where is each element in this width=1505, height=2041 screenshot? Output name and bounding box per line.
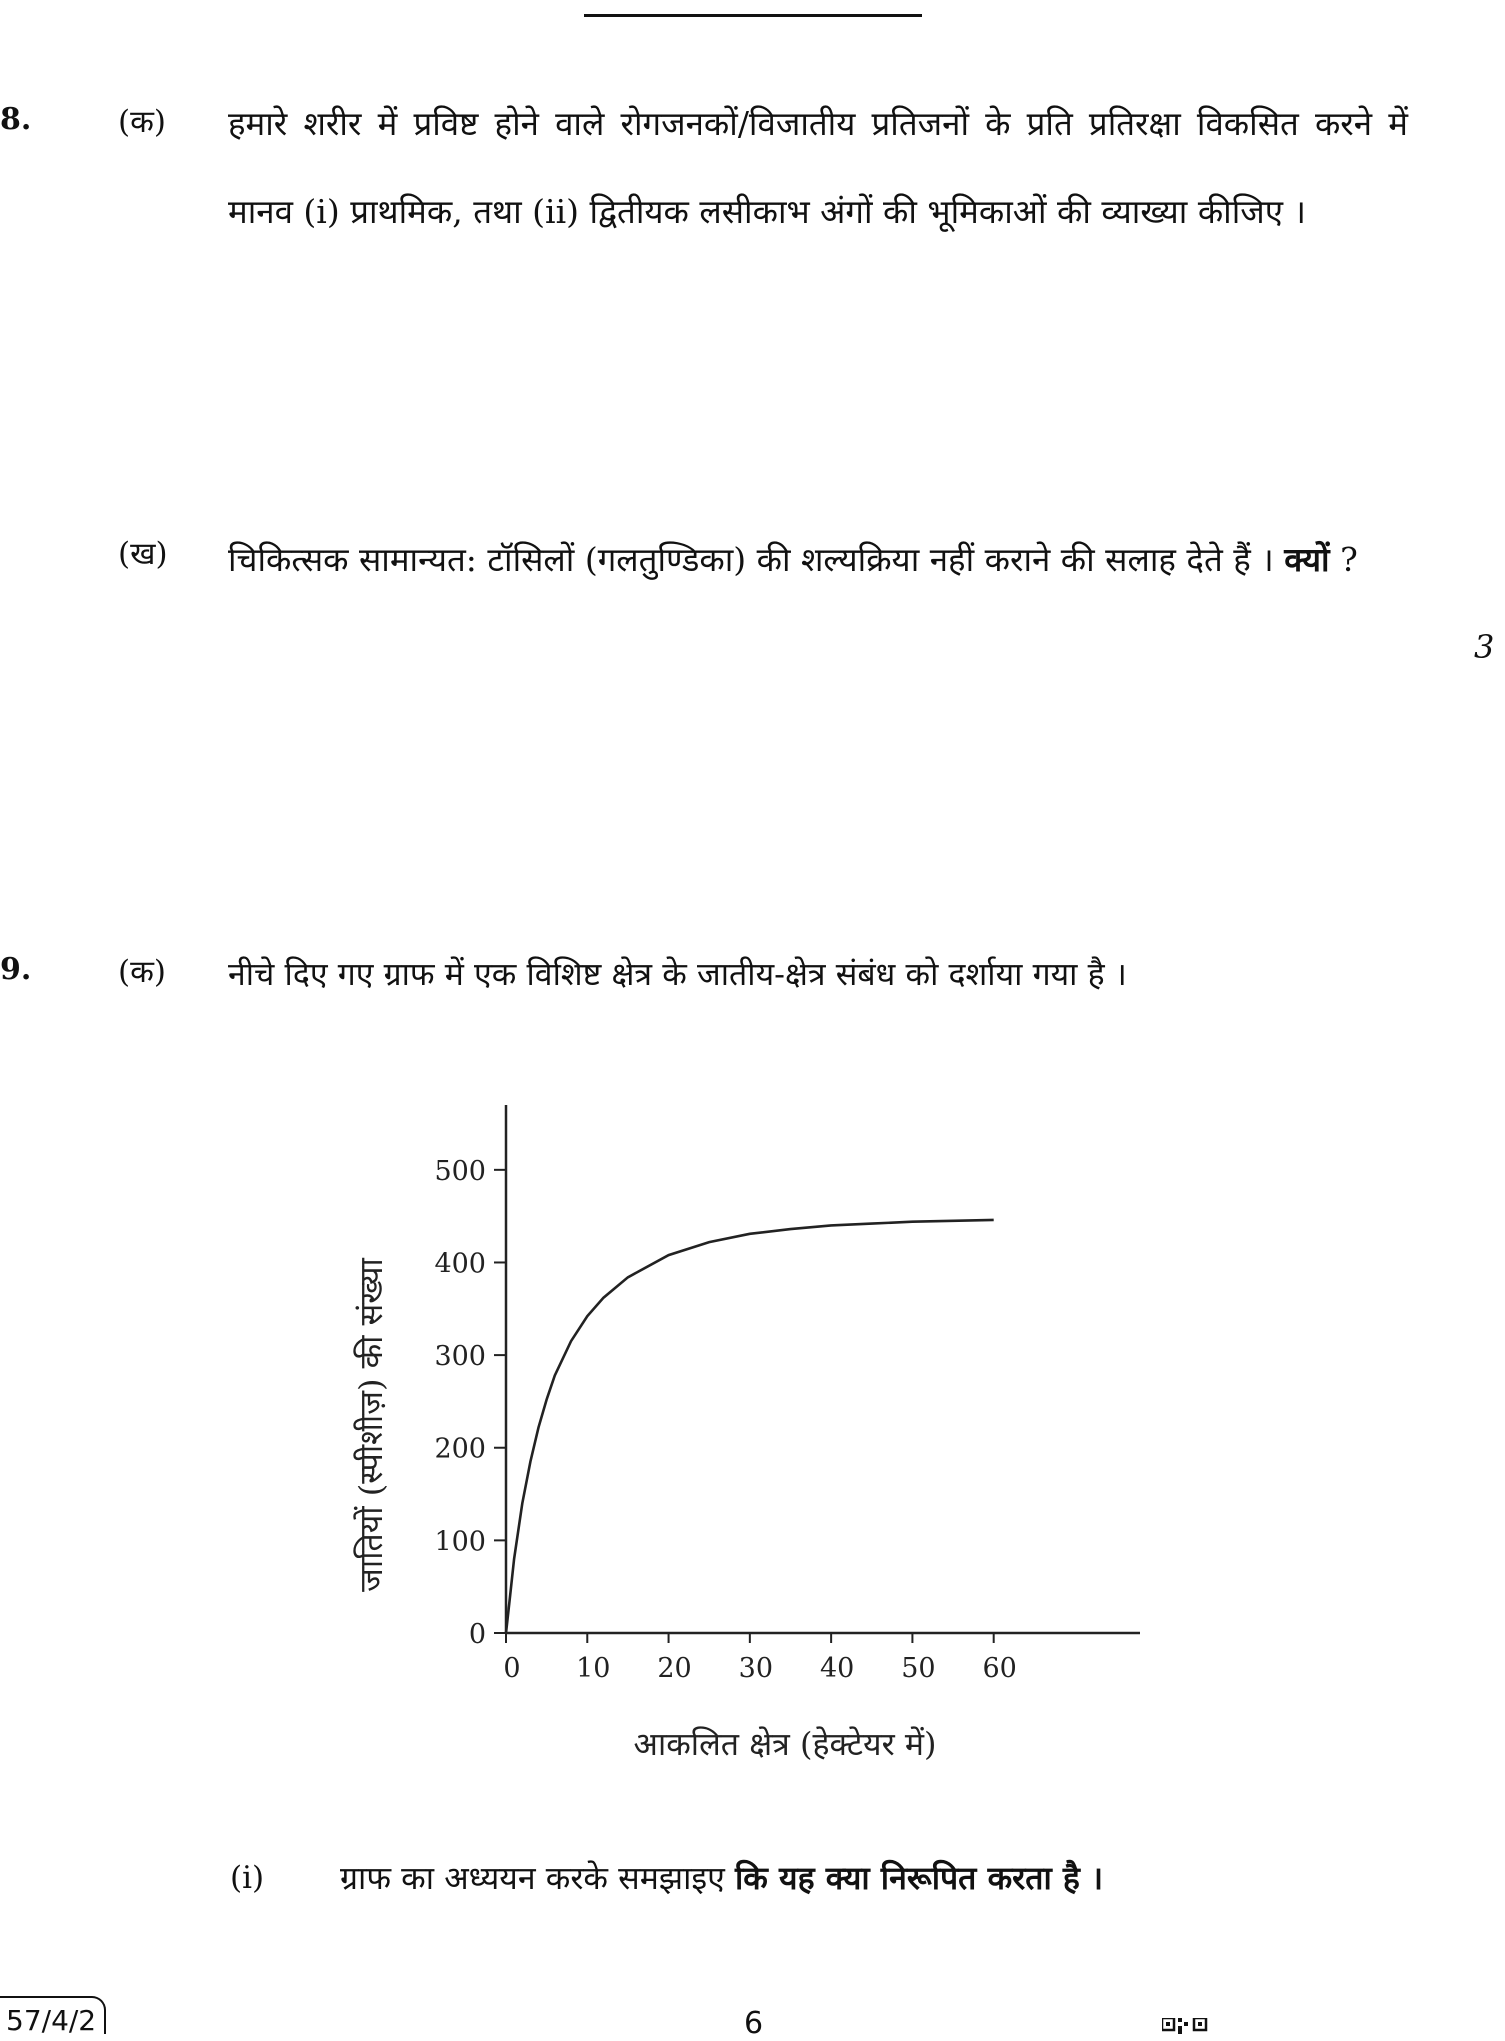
question-9a-i-emphasis: कि यह क्या निरूपित करता है । xyxy=(735,1859,1104,1897)
question-8-number: 8. xyxy=(0,102,32,137)
species-area-curve xyxy=(506,1220,994,1633)
question-9a-i-label: (i) xyxy=(230,1860,265,1896)
species-area-chart xyxy=(300,1105,1180,1795)
question-8b-body: चिकित्सक सामान्यत: टॉसिलों (गलतुण्डिका) की शल्यक्रिया नहीं कराने की सलाह देते हैं । xyxy=(228,540,1274,579)
question-8-marks: 3 xyxy=(1474,628,1495,666)
paper-code: 57/4/2 xyxy=(0,1996,106,2034)
x-tick-label: 40 xyxy=(819,1653,855,1684)
x-axis-label: आकलित क्षेत्र (हेक्टेयर में) xyxy=(633,1725,937,1763)
x-tick-label: 0 xyxy=(503,1653,521,1684)
question-8b-emphasis: क्यों xyxy=(1284,540,1330,579)
y-tick-label: 300 xyxy=(434,1341,486,1373)
question-8b-text xyxy=(228,516,1408,604)
question-9a-i-text xyxy=(340,1856,1103,1899)
y-axis-label: जातियों (स्पीशीज़) की संख्या xyxy=(352,1258,390,1592)
x-tick-label: 30 xyxy=(738,1653,774,1684)
y-tick-label: 200 xyxy=(434,1433,486,1465)
question-9a-label: (क) xyxy=(118,954,166,990)
qr-code-icon xyxy=(1162,2018,1208,2034)
question-8b-label: (ख) xyxy=(118,536,168,572)
question-8a-label: (क) xyxy=(118,104,166,140)
y-tick-label: 400 xyxy=(434,1248,486,1280)
x-tick-label: 10 xyxy=(576,1653,611,1684)
page-number: 6 xyxy=(744,2006,764,2041)
question-9a-i-body: ग्राफ का अध्ययन करके समझाइए xyxy=(340,1859,735,1897)
x-tick-label: 50 xyxy=(901,1653,936,1684)
chart-axes xyxy=(506,1105,1140,1633)
question-9a-text: नीचे दिए गए ग्राफ में एक विशिष्ट क्षेत्र के जातीय-क्षेत्र संबंध को दर्शाया गया है । xyxy=(228,955,1127,993)
top-rule xyxy=(584,14,922,17)
x-tick-label: 60 xyxy=(982,1653,1017,1684)
x-axis-ticks xyxy=(503,1633,1016,1684)
y-tick-label: 0 xyxy=(468,1619,486,1650)
y-tick-label: 500 xyxy=(434,1155,486,1187)
x-tick-label: 20 xyxy=(657,1653,692,1684)
y-tick-label: 100 xyxy=(434,1526,486,1558)
question-9-number: 9. xyxy=(0,952,32,987)
y-axis-ticks xyxy=(434,1156,506,1650)
question-8b-end: ? xyxy=(1329,540,1358,579)
question-8a-text: हमारे शरीर में प्रविष्ट होने वाले रोगजनकों/विजातीय प्रतिजनों के प्रति प्रतिरक्षा विकसित करने में मानव (i) प्राथमिक, तथा (ii) द्वितीयक लसीकाभ अंगों की भूमिकाओं की व्याख्या कीजिए । xyxy=(228,104,1408,231)
